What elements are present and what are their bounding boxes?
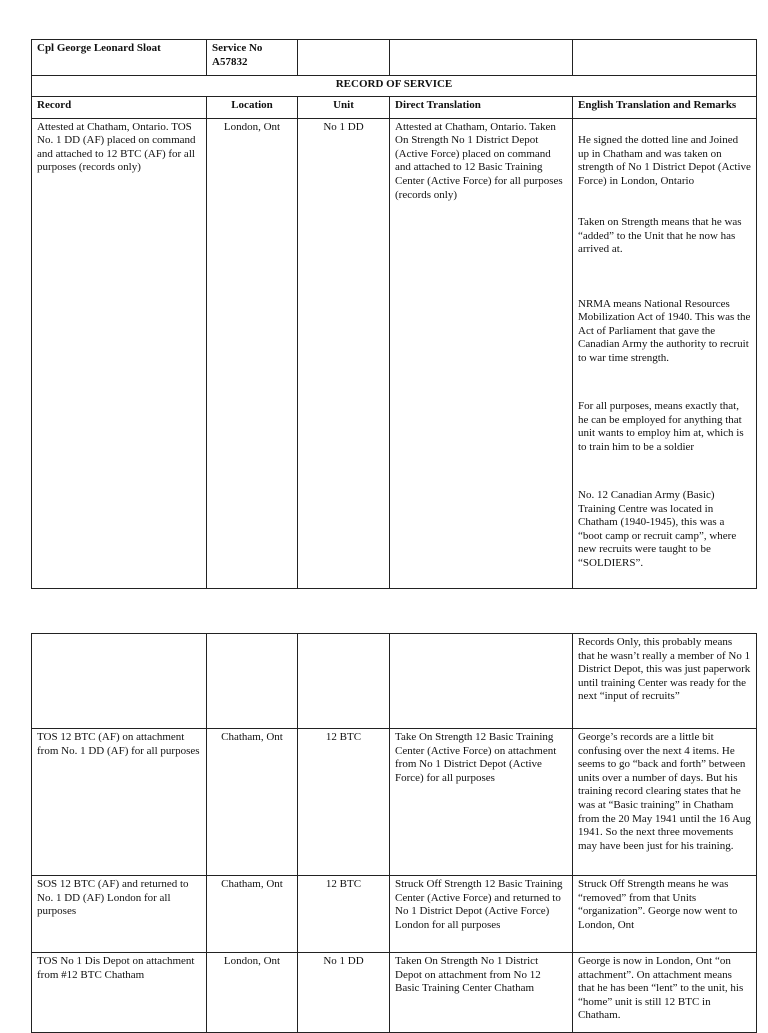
record-of-service-table-continued — [31, 633, 757, 1033]
direct-translation-cell: Struck Off Strength 12 Basic Training Center (Active Force) and returned to No 1 District Depot (Active Force) London for all purposes — [390, 876, 573, 953]
service-number-label: Service No — [212, 42, 263, 54]
service-number-cell — [207, 40, 298, 76]
record-of-service-table — [31, 39, 757, 589]
table-row — [32, 118, 757, 589]
name-row — [32, 40, 757, 76]
unit-cell: No 1 DD — [298, 953, 390, 1033]
direct-translation-cell — [390, 634, 573, 729]
table-row — [32, 876, 757, 953]
column-header-location: Location — [207, 96, 298, 118]
table-row — [32, 953, 757, 1033]
remarks-cell: George is now in London, Ont “on attachment”. On attachment means that he has been “lent” to the unit, his “home” unit is still 12 BTC in Chatham. — [573, 953, 757, 1033]
remark-paragraph: For all purposes, means exactly that, he can be employed for anything that unit wants to employ him at, which is to train him to be a soldier — [578, 400, 744, 453]
empty-cell — [298, 40, 390, 76]
unit-cell: 12 BTC — [298, 876, 390, 953]
remarks-cell — [573, 118, 757, 589]
empty-cell — [573, 40, 757, 76]
direct-translation-cell: Take On Strength 12 Basic Training Center (Active Force) on attachment from No 1 District Depot (Active Force) for all purposes — [390, 729, 573, 876]
record-cell: SOS 12 BTC (AF) and returned to No. 1 DD (AF) London for all purposes — [32, 876, 207, 953]
remark-paragraph: Taken on Strength means that he was “added” to the Unit that he now has arrived at. — [578, 216, 742, 256]
unit-cell — [298, 634, 390, 729]
column-header-unit: Unit — [298, 96, 390, 118]
remarks-cell: Records Only, this probably means that he wasn’t really a member of No 1 District Depot, this was just paperwork until training Center was ready for the next “input of recruits” — [573, 634, 757, 729]
column-header-row — [32, 96, 757, 118]
location-cell: Chatham, Ont — [207, 876, 298, 953]
direct-translation-cell: Taken On Strength No 1 District Depot on attachment from No 12 Basic Training Center Chatham — [390, 953, 573, 1033]
remark-paragraph: NRMA means National Resources Mobilization Act of 1940. This was the Act of Parliament that gave the Canadian Army the authority to recruit to war time strength. — [578, 297, 751, 364]
record-cell: Attested at Chatham, Ontario. TOS No. 1 DD (AF) placed on command and attached to 12 BTC (AF) for all purposes (records only) — [32, 118, 207, 589]
unit-cell: No 1 DD — [298, 118, 390, 589]
record-cell: TOS 12 BTC (AF) on attachment from No. 1 DD (AF) for all purposes — [32, 729, 207, 876]
column-header-english-remarks: English Translation and Remarks — [573, 96, 757, 118]
soldier-name: Cpl George Leonard Sloat — [32, 40, 207, 76]
service-number: A57832 — [212, 55, 248, 68]
table-row — [32, 634, 757, 729]
title-row — [32, 76, 757, 97]
location-cell: London, Ont — [207, 953, 298, 1033]
location-cell — [207, 634, 298, 729]
empty-cell — [390, 40, 573, 76]
record-cell: TOS No 1 Dis Depot on attachment from #12 BTC Chatham — [32, 953, 207, 1033]
remarks-cell: George’s records are a little bit confusing over the next 4 items. He seems to go “back and forth” between units over a number of days. But his training record clearing states that he was at “Basic training” in Chatham from the 20 May 1941 until the 16 Aug 1941. So the next three movements may have been just for his training. — [573, 729, 757, 876]
location-cell: Chatham, Ont — [207, 729, 298, 876]
record-of-service-title: RECORD OF SERVICE — [32, 76, 757, 97]
remark-paragraph: No. 12 Canadian Army (Basic) Training Centre was located in Chatham (1940-1945), this was a “boot camp or recruit camp”, where new recruits were taught to be “SOLDIERS”. — [578, 489, 737, 570]
record-cell — [32, 634, 207, 729]
table-row — [32, 729, 757, 876]
direct-translation-cell: Attested at Chatham, Ontario. Taken On Strength No 1 District Depot (Active Force) placed on command and attached to 12 Basic Training Center (Active Force) for all purposes (records only) — [390, 118, 573, 589]
remarks-cell: Struck Off Strength means he was “removed” from that Units “organization”. George now went to London, Ont — [573, 876, 757, 953]
remark-paragraph: He signed the dotted line and Joined up in Chatham and was taken on strength of No 1 District Depot (Active Force) in London, Ontario — [578, 134, 751, 187]
unit-cell: 12 BTC — [298, 729, 390, 876]
location-cell: London, Ont — [207, 118, 298, 589]
column-header-record: Record — [32, 96, 207, 118]
column-header-direct-translation: Direct Translation — [390, 96, 573, 118]
